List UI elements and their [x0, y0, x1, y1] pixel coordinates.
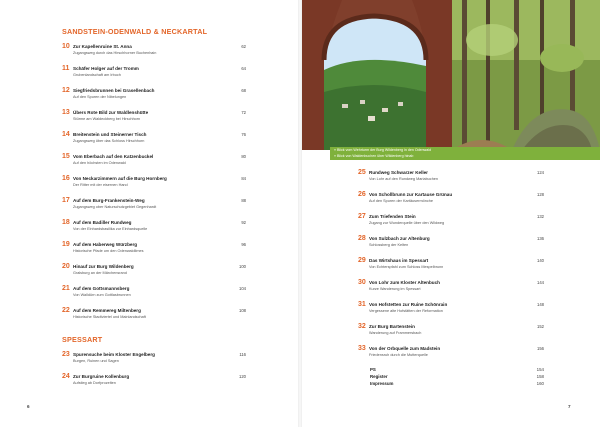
entry-title: Auf dem Haberweg Würzberg — [73, 242, 138, 247]
entry-page: 144 — [537, 280, 544, 285]
entry-title: Zur Burg Bartenstein — [369, 324, 415, 329]
entry-number: 16 — [62, 175, 70, 182]
entry-page: 128 — [537, 192, 544, 197]
entry-title: Übers Rote Bild zur Waldlenshütte — [73, 110, 149, 115]
entry-title: Rundweg Schwarzer Keller — [369, 170, 428, 175]
entry-number: 12 — [62, 87, 70, 94]
appendix-label: PS — [370, 367, 376, 372]
entry-subtitle: Von Walldürn zum Gottlasbrunnen — [73, 293, 131, 297]
entry-title: Zur Burgruine Kollenburg — [73, 374, 130, 379]
entry-title: Zum Triefenden Stein — [369, 214, 416, 219]
entry-subtitle: Von der Einhardsbasilika zur Einhardsquelle — [73, 227, 148, 231]
entry-title: Von Sulzbach zur Altenburg — [369, 236, 430, 241]
entry-page: 152 — [537, 324, 544, 329]
toc-entry[interactable] — [62, 241, 246, 261]
toc-entry[interactable] — [62, 307, 246, 327]
entry-title: Auf dem Remmereg Miltenberg — [73, 308, 141, 313]
page-number-right: 7 — [568, 404, 571, 409]
entry-title: Von Schollbrunn zur Kartause Grünau — [369, 192, 453, 197]
toc-entry[interactable] — [358, 279, 544, 299]
photo-caption: « Blick von Waldenbuchen über Wildenberg hinab — [334, 154, 414, 158]
entry-page: 64 — [241, 66, 246, 71]
entry-title: Von Neckarzimmern auf die Burg Hornberg — [73, 176, 167, 181]
entry-number: 29 — [358, 257, 366, 264]
toc-entry[interactable] — [358, 235, 544, 255]
page-number-left: 6 — [27, 404, 30, 409]
entry-title: Von Lohr zum Kloster Altenbuch — [369, 280, 440, 285]
appendix-entry[interactable] — [370, 374, 544, 379]
toc-entry[interactable] — [62, 373, 246, 393]
entry-page: 136 — [537, 236, 544, 241]
entry-title: Zur Kapellenruine St. Anna — [73, 44, 132, 49]
appendix-entry[interactable] — [370, 381, 544, 386]
entry-page: 100 — [239, 264, 246, 269]
entry-subtitle: Historische Pfade um den Odenwaldlimes — [73, 249, 144, 253]
entry-title: Hinauf zur Burg Wildenberg — [73, 264, 134, 269]
entry-subtitle: Der Ritter mit der eisernen Hand — [73, 183, 128, 187]
entry-subtitle: Zugangsweg über das Schloss Hirschhorn — [73, 139, 145, 143]
entry-title: Vom Eberbach auf den Katzenbuckel — [73, 154, 154, 159]
entry-title: Auf dem Burg-Frankenstein-Weg — [73, 198, 145, 203]
entry-number: 25 — [358, 169, 366, 176]
appendix-label: Register — [370, 374, 388, 379]
entry-number: 32 — [358, 323, 366, 330]
entry-page: 68 — [241, 88, 246, 93]
toc-entry[interactable] — [62, 131, 246, 151]
toc-entry[interactable] — [62, 175, 246, 195]
appendix-entry[interactable] — [370, 367, 544, 372]
entry-subtitle: Auf den Spuren der Nibelungen — [73, 95, 127, 99]
toc-entry[interactable] — [62, 285, 246, 305]
photo-castle-window — [302, 0, 452, 150]
entry-title: Siegfriedsbrunnen bei Grasellenbach — [73, 88, 155, 93]
entry-subtitle: Vergessene alte Hofstätten der Reformation — [369, 309, 443, 313]
entry-number: 20 — [62, 263, 70, 270]
entry-page: 104 — [239, 286, 246, 291]
entry-page: 76 — [241, 132, 246, 137]
entry-page: 62 — [241, 44, 246, 49]
entry-page: 156 — [537, 346, 544, 351]
entry-number: 18 — [62, 219, 70, 226]
entry-subtitle: Grubenlandschaft am Irbuch — [73, 73, 121, 77]
entry-number: 19 — [62, 241, 70, 248]
entry-page: 116 — [239, 352, 246, 357]
toc-entry[interactable] — [358, 301, 544, 321]
toc-entry[interactable] — [62, 65, 246, 85]
toc-entry[interactable] — [358, 345, 544, 365]
entry-number: 31 — [358, 301, 366, 308]
entry-page: 92 — [241, 220, 246, 225]
entry-number: 28 — [358, 235, 366, 242]
entry-page: 140 — [537, 258, 544, 263]
entry-title: Von Hofstetten zur Ruine Schönrain — [369, 302, 448, 307]
entry-subtitle: Schlossberg der Kelten — [369, 243, 409, 247]
appendix-page: 158 — [536, 374, 544, 379]
entry-page: 88 — [241, 198, 246, 203]
entry-subtitle: Burgen, Ruinen und Sagen — [73, 359, 119, 363]
entry-number: 26 — [358, 191, 366, 198]
entry-number: 11 — [62, 65, 70, 72]
appendix-page: 154 — [536, 367, 544, 372]
entry-number: 17 — [62, 197, 70, 204]
appendix-label: Impressum — [370, 381, 394, 386]
entry-page: 108 — [239, 308, 246, 313]
entry-title: Auf dem Gottsmannsberg — [73, 286, 130, 291]
toc-entry[interactable] — [358, 257, 544, 277]
entry-title: Schäfer Holger auf der Tromm — [73, 66, 139, 71]
forest-illustration — [452, 0, 600, 150]
entry-subtitle: Von Echterspfahl zum Schloss Mespelbrunn — [369, 265, 444, 269]
entry-subtitle: Wanderung auf Frammersbach — [369, 331, 422, 335]
entry-number: 21 — [62, 285, 70, 292]
entry-page: 124 — [537, 170, 544, 175]
entry-page: 80 — [241, 154, 246, 159]
section-title-sandstein: SANDSTEIN-ODENWALD & NECKARTAL — [62, 27, 208, 36]
toc-entry[interactable] — [358, 323, 544, 343]
entry-title: Das Wirtshaus im Spessart — [369, 258, 429, 263]
entry-page: 72 — [241, 110, 246, 115]
entry-subtitle: Gralsburg an der Märchensrand — [73, 271, 127, 275]
entry-page: 84 — [241, 176, 246, 181]
toc-entry[interactable] — [62, 153, 246, 173]
entry-subtitle: Historische Stadtviertel und Mainlandschaft — [73, 315, 146, 319]
toc-entry[interactable] — [62, 351, 246, 371]
entry-number: 33 — [358, 345, 366, 352]
entry-page: 120 — [239, 374, 246, 379]
entry-subtitle: Kurze Wanderung im Spessart — [369, 287, 421, 291]
toc-entry[interactable] — [62, 219, 246, 239]
entry-subtitle: Von Lohr auf den Rundweg Mariabuchen — [369, 177, 439, 181]
photo-caption-strip — [330, 147, 600, 160]
photo-forest-rocks — [452, 0, 600, 150]
entry-page: 132 — [537, 214, 544, 219]
entry-number: 24 — [62, 373, 70, 380]
entry-number: 22 — [62, 307, 70, 314]
entry-number: 14 — [62, 131, 70, 138]
entry-number: 30 — [358, 279, 366, 286]
entry-number: 27 — [358, 213, 366, 220]
toc-entry[interactable] — [62, 87, 246, 107]
entry-title: Breitenstein und Steinerner Tisch — [73, 132, 147, 137]
entry-subtitle: Zugang zur Wunderquelle über den Wildweg — [369, 221, 445, 225]
entry-page: 148 — [537, 302, 544, 307]
entry-number: 15 — [62, 153, 70, 160]
toc-entry[interactable] — [62, 197, 246, 217]
entry-title: Auf dem Badiller Rundweg — [73, 220, 132, 225]
entry-subtitle: Friedensruh durch die Mutterquelle — [369, 353, 428, 357]
entry-number: 13 — [62, 109, 70, 116]
entry-subtitle: Zugangsweg ober Naturschutzgebiet Gegenhardt — [73, 205, 157, 209]
entry-page: 96 — [241, 242, 246, 247]
photo-caption: « Blick vom Wehrturm der Burg Wildenberg in den Odenwald — [334, 148, 432, 152]
entry-subtitle: Auf den Spuren der Kartäusermönche — [369, 199, 433, 203]
castle-window-illustration — [302, 0, 452, 150]
section-title-spessart: SPESSART — [62, 335, 103, 344]
entry-subtitle: Aufstieg ab Dorfprozelten — [73, 381, 116, 385]
toc-entry[interactable] — [62, 109, 246, 129]
entry-number: 23 — [62, 351, 70, 358]
toc-entry[interactable] — [62, 43, 246, 63]
entry-number: 10 — [62, 43, 70, 50]
entry-title: Von der Orbquelle zum Madstein — [369, 346, 441, 351]
entry-subtitle: Zugangsweg durch das Hirschhorner Buchenhain — [73, 51, 157, 55]
toc-entry[interactable] — [358, 213, 544, 233]
toc-entry[interactable] — [358, 169, 544, 189]
toc-entry[interactable] — [62, 263, 246, 283]
entry-title: Spurensuche beim Kloster Engelberg — [73, 352, 155, 357]
appendix-page: 160 — [536, 381, 544, 386]
toc-entry[interactable] — [358, 191, 544, 211]
entry-subtitle: Stürme am Waldeckberg bei Hirschhorn — [73, 117, 141, 121]
entry-subtitle: Auf den höchsten im Odenwald — [73, 161, 126, 165]
